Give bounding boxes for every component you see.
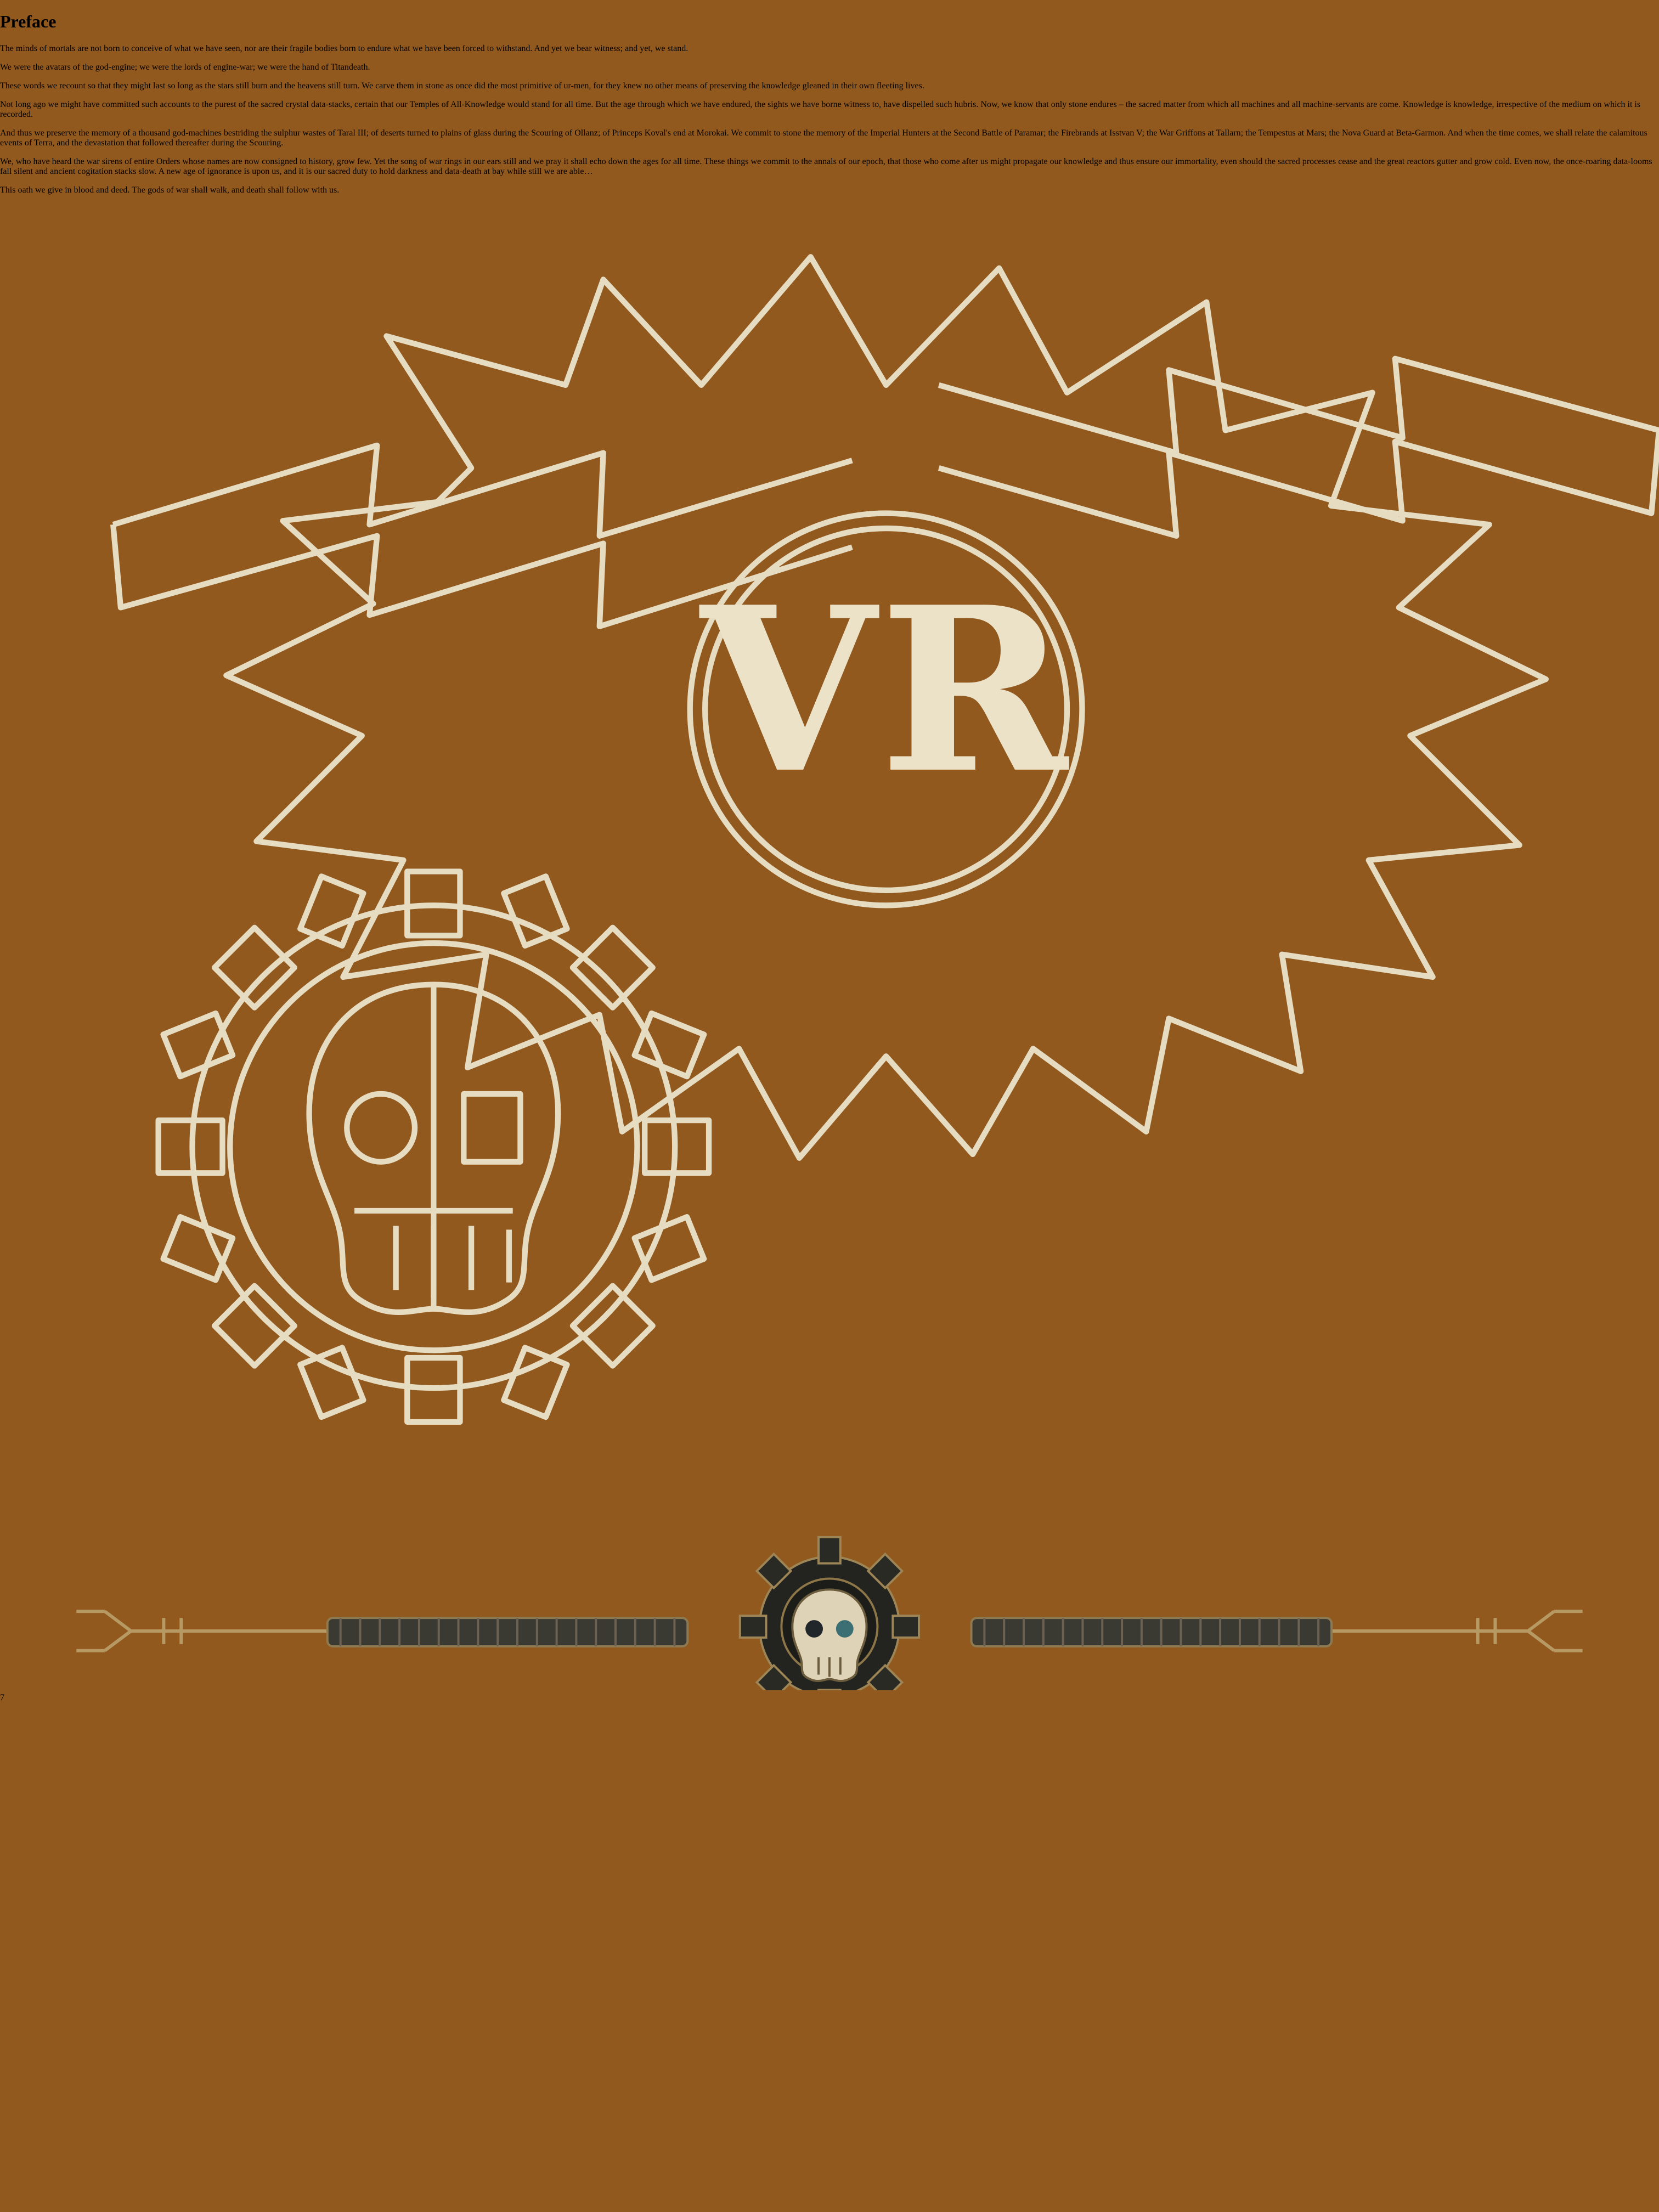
paragraph-3: These words we recount so that they might last so long as the stars still burn and the heavens still turn. We carve them in stone as once did the most primitive of ur-men, for they knew no other means of preserving the knowledge gleaned in their own fleeting lives.	[0, 81, 924, 91]
paragraph-7: This oath we give in blood and deed. The gods of war shall walk, and death shall follow with us.	[0, 185, 340, 195]
page-number-value: 7	[0, 1692, 4, 1702]
tape-strip-lower-left	[0, 1703, 82, 1774]
paragraph-5: And thus we preserve the memory of a thousand god-machines bestriding the sulphur wastes of Taral III; of deserts turned to plains of glass during the Scouring of Ollanz; of Princeps Koval's end at Morokai. We commit to stone the memory of the Imperial Hunters at the Second Battle of Paramar; the Firebrands at Isstvan V; the War Griffons at Tallarn; the Tempestus at Mars; the Nova Guard at Beta-Garmon. And when the time comes, we shall relate the calamitous events of Terra, and the devastation that followed thereafter during the Scouring.	[0, 128, 1647, 148]
paragraph-1: The minds of mortals are not born to conceive of what we have seen, nor are their fragile bodies born to endure what we have been forced to withstand. And yet we bear witness; and yet, we stand.	[0, 43, 689, 53]
paragraph-6: We, who have heard the war sirens of entire Orders whose names are now consigned to history, grow few. Yet the song of war rings in our ears still and we pray it shall echo down the ages for all time. These things we commit to the annals of our epoch, that those who come after us might propagate our knowledge and thus ensure our immortality, even should the sacred processes cease and the great reactors gutter and grow cold. Even now, the once-roaring data-looms fall silent and ancient cogitation stacks slow. A new age of ignorance is upon us, and it is our sacred duty to hold darkness and data-death at bay while still we are able…	[0, 156, 1652, 176]
paragraph-2: We were the avatars of the god-engine; we were the lords of engine-war; we were the hand of Titandeath.	[0, 62, 370, 72]
page-title: Preface	[0, 12, 57, 32]
paragraph-4: Not long ago we might have committed such accounts to the purest of the sacred crystal data-stacks, certain that our Temples of All-Knowledge would stand for all time. But the age through which we have endured, the sights we have borne witness to, have dispelled such hubris. Now, we know that only stone endures – the sacred matter from which all machines and all machine-servants are come. Knowledge is knowledge, irrespective of the medium on which it is recorded.	[0, 99, 1641, 119]
svg-text:VR: VR	[700, 557, 1072, 823]
